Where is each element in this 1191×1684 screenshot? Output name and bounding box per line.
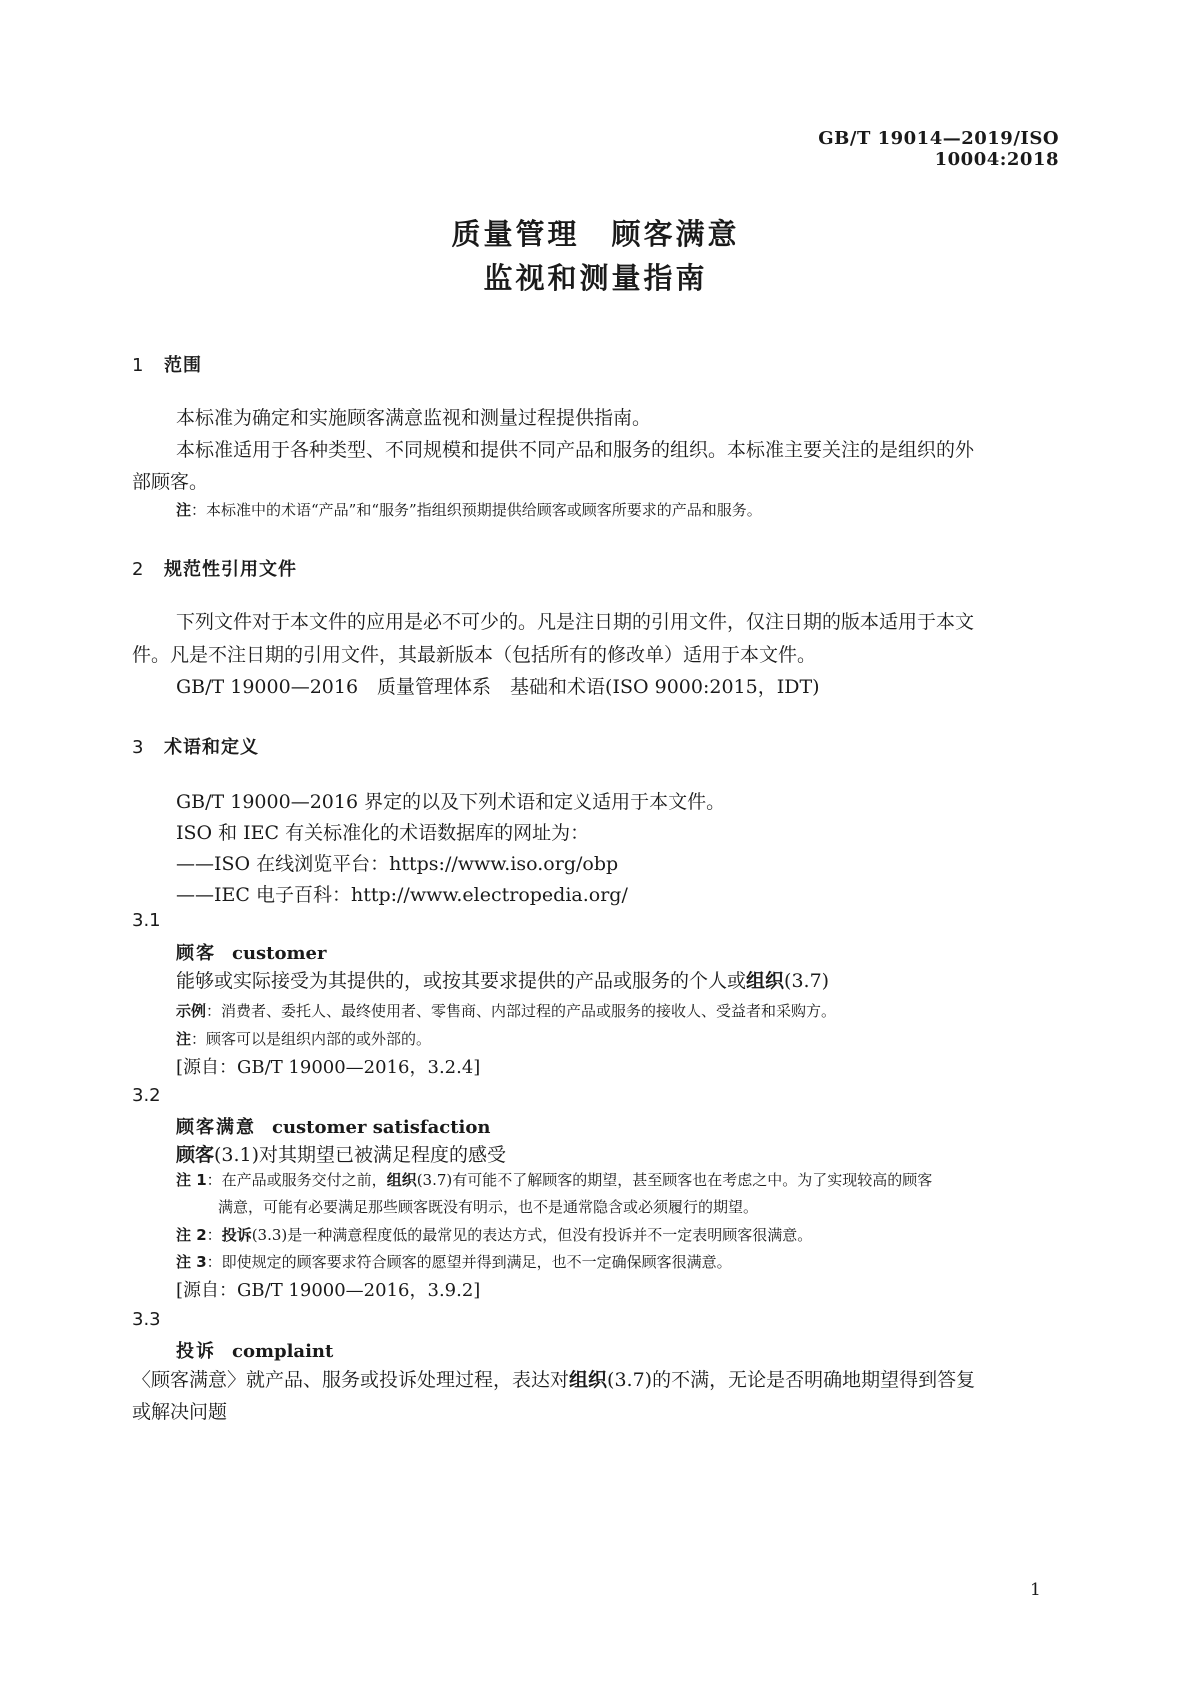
note-label: 注 2 bbox=[176, 1226, 207, 1244]
term-definition-continued: 或解决问题 bbox=[132, 1401, 228, 1423]
source-citation: [源自：GB/T 19000—2016，3.9.2] bbox=[176, 1280, 481, 1301]
title-line-1: 质量管理 顾客满意 bbox=[451, 217, 740, 251]
term-english: customer bbox=[232, 943, 327, 964]
note-1-continued: 满意，可能有必要满足那些顾客既没有明示，也不是通常隐含或必须履行的期望。 bbox=[218, 1198, 759, 1216]
section-title: 规范性引用文件 bbox=[164, 559, 297, 580]
term-reference: 投诉 bbox=[221, 1226, 252, 1244]
definition-text: (3.7) bbox=[784, 970, 830, 992]
paragraph: 下列文件对于本文件的应用是必不可少的。凡是注日期的引用文件，仅注日期的版本适用于本文 bbox=[176, 611, 975, 633]
term-heading bbox=[176, 939, 326, 965]
paragraph: 部顾客。 bbox=[132, 471, 209, 493]
term-reference: 组织 bbox=[386, 1171, 417, 1189]
paragraph: ISO 和 IEC 有关标准化的术语数据库的网址为： bbox=[176, 822, 590, 844]
paragraph: 本标准为确定和实施顾客满意监视和测量过程提供指南。 bbox=[176, 407, 652, 429]
note-text: ：即使规定的顾客要求符合顾客的愿望并得到满足，也不一定确保顾客很满意。 bbox=[206, 1253, 732, 1271]
section-1-heading bbox=[132, 351, 202, 377]
note bbox=[176, 1028, 431, 1050]
term-heading bbox=[176, 1337, 333, 1363]
section-title: 术语和定义 bbox=[164, 737, 259, 758]
term-chinese: 顾客满意 bbox=[176, 1117, 256, 1138]
section-title: 范围 bbox=[164, 355, 202, 376]
note-text: ： bbox=[206, 1226, 222, 1244]
note-text: ：本标准中的术语“产品”和“服务”指组织预期提供给顾客或顾客所要求的产品和服务。 bbox=[191, 501, 762, 519]
note-label: 注 1 bbox=[176, 1171, 207, 1189]
page-number: 1 bbox=[1030, 1580, 1041, 1600]
term-number: 3.2 bbox=[132, 1085, 161, 1106]
term-definition bbox=[176, 965, 1104, 997]
section-number: 2 bbox=[132, 559, 145, 580]
note-text: (3.3)是一种满意程度低的最常见的表达方式，但没有投诉并不一定表明顾客很满意。 bbox=[251, 1226, 813, 1244]
note-3 bbox=[176, 1249, 732, 1276]
paragraph: GB/T 19000—2016 界定的以及下列术语和定义适用于本文件。 bbox=[176, 791, 726, 813]
reference-item: GB/T 19000—2016 质量管理体系 基础和术语(ISO 9000:2015，IDT) bbox=[176, 676, 820, 698]
term-english: customer satisfaction bbox=[272, 1117, 491, 1138]
term-definition bbox=[132, 1364, 1060, 1396]
term-chinese: 投诉 bbox=[176, 1341, 216, 1362]
section-number: 1 bbox=[132, 355, 145, 376]
term-reference: 顾客 bbox=[176, 1144, 215, 1166]
note-label: 注 bbox=[176, 1030, 192, 1048]
term-heading bbox=[176, 1113, 490, 1139]
example-label: 示例 bbox=[176, 1002, 207, 1020]
note-text: ：在产品或服务交付之前， bbox=[206, 1171, 387, 1189]
note-1 bbox=[176, 1167, 932, 1194]
definition-text: (3.1)对其期望已被满足程度的感受 bbox=[214, 1144, 507, 1166]
list-item: ——ISO 在线浏览平台：https://www.iso.org/obp bbox=[176, 853, 619, 875]
note bbox=[176, 499, 762, 521]
term-english: complaint bbox=[232, 1341, 334, 1362]
term-number: 3.1 bbox=[132, 910, 161, 931]
list-item: ——IEC 电子百科：http://www.electropedia.org/ bbox=[176, 884, 628, 906]
section-number: 3 bbox=[132, 737, 145, 758]
term-reference: 组织 bbox=[746, 970, 785, 992]
section-3-heading bbox=[132, 733, 259, 759]
term-reference: 组织 bbox=[569, 1369, 608, 1391]
paragraph: 件。凡是不注日期的引用文件，其最新版本（包括所有的修改单）适用于本文件。 bbox=[132, 644, 817, 666]
definition-text: 〈顾客满意〉就产品、服务或投诉处理过程，表达对 bbox=[132, 1369, 570, 1391]
term-number: 3.3 bbox=[132, 1309, 161, 1330]
section-2-heading bbox=[132, 555, 297, 581]
note-label: 注 bbox=[176, 501, 192, 519]
paragraph: 本标准适用于各种类型、不同规模和提供不同产品和服务的组织。本标准主要关注的是组织的外 bbox=[176, 439, 975, 461]
note-label: 注 3 bbox=[176, 1253, 207, 1271]
note-text: (3.7)有可能不了解顾客的期望，甚至顾客也在考虑之中。为了实现较高的顾客 bbox=[416, 1171, 933, 1189]
definition-text: (3.7)的不满，无论是否明确地期望得到答复 bbox=[607, 1369, 976, 1391]
source-citation: [源自：GB/T 19000—2016，3.2.4] bbox=[176, 1057, 481, 1078]
note-2 bbox=[176, 1222, 812, 1249]
term-chinese: 顾客 bbox=[176, 943, 216, 964]
title-line-2: 监视和测量指南 bbox=[483, 261, 708, 295]
example-text: ：消费者、委托人、最终使用者、零售商、内部过程的产品或服务的接收人、受益者和采购方。 bbox=[206, 1002, 837, 1020]
note-text: ：顾客可以是组织内部的或外部的。 bbox=[191, 1030, 432, 1048]
document-code: GB/T 19014—2019/ISO 10004:2018 bbox=[818, 128, 1059, 170]
example bbox=[176, 1000, 836, 1022]
definition-text: 能够或实际接受为其提供的，或按其要求提供的产品或服务的个人或 bbox=[176, 970, 747, 992]
